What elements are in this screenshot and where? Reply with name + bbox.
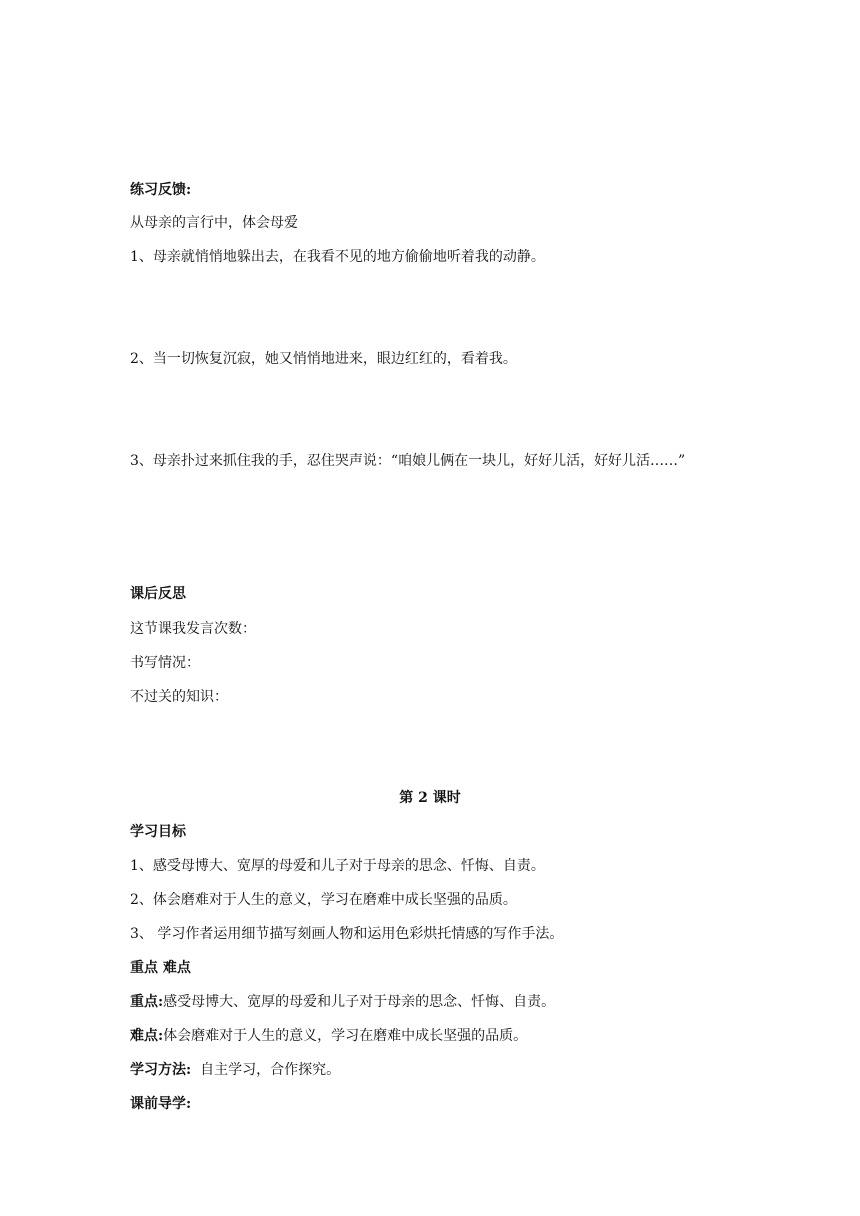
practice-heading: 练习反馈:: [130, 182, 192, 198]
method-line: [130, 1060, 340, 1080]
method-label: 学习方法:: [130, 1062, 192, 1078]
practice-item-1: 1、母亲就悄悄地躲出去，在我看不见的地方偷偷地听着我的动静。: [130, 249, 545, 265]
difficulty-label: 难点:: [130, 1028, 164, 1044]
reflection-item-unmastered: 不过关的知识：: [130, 689, 228, 705]
difficulty-line: [130, 1026, 527, 1046]
lesson-title: 第 2 课时: [399, 790, 461, 806]
key-point-line: [130, 992, 555, 1012]
key-points-heading: 重点 难点: [130, 960, 191, 976]
practice-intro: 从母亲的言行中，体会母爱: [130, 215, 298, 231]
difficulty-text: 体会磨难对于人生的意义，学习在磨难中成长坚强的品质。: [163, 1028, 528, 1044]
reflection-heading: 课后反思: [130, 586, 186, 602]
goal-item-2: 2、体会磨难对于人生的意义，学习在磨难中成长坚强的品质。: [130, 892, 517, 908]
goal-item-3: 3、 学习作者运用细节描写刻画人物和运用色彩烘托情感的写作手法。: [130, 926, 564, 942]
goals-heading: 学习目标: [130, 824, 186, 840]
key-point-label: 重点:: [130, 994, 164, 1010]
preview-heading: 课前导学:: [130, 1096, 192, 1112]
practice-item-2: 2、当一切恢复沉寂，她又悄悄地进来，眼边红红的，看着我。: [130, 351, 517, 367]
reflection-item-writing: 书写情况：: [130, 655, 200, 671]
reflection-item-speaking: 这节课我发言次数：: [130, 621, 256, 637]
practice-item-3: 3、母亲扑过来抓住我的手，忍住哭声说：“咱娘儿俩在一块儿，好好儿活，好好儿活……”: [130, 453, 686, 469]
method-text: 自主学习，合作探究。: [191, 1062, 341, 1078]
key-point-text: 感受母博大、宽厚的母爱和儿子对于母亲的思念、忏悔、自责。: [163, 994, 556, 1010]
goal-item-1: 1、感受母博大、宽厚的母爱和儿子对于母亲的思念、忏悔、自责。: [130, 858, 545, 874]
